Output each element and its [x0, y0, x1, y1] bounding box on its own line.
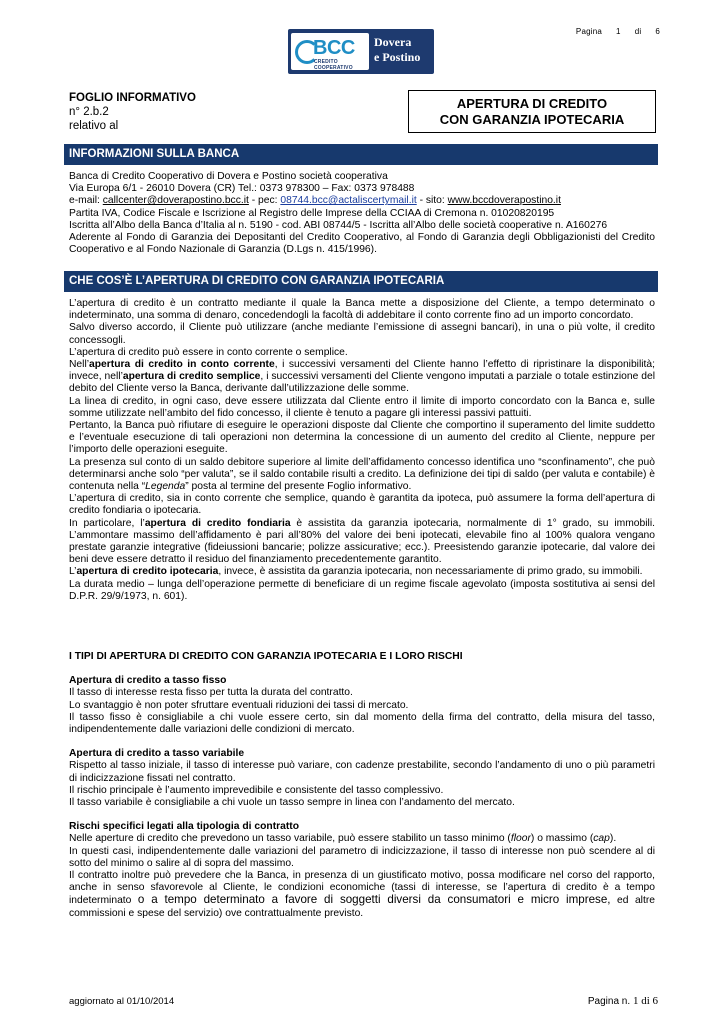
paragraph: L’apertura di credito, sia in conto corrente che semplice, quando è garantita da ipoteca, può assumere la forma dell’apertura di credito fondiaria o ipotecaria.: [69, 493, 655, 517]
footer-page-number: [588, 995, 658, 1007]
text-run: ).: [609, 833, 617, 845]
text-run: , invece, è assistita da garanzia ipotecaria, non necessariamente di primo grado, su immobili.: [218, 566, 643, 578]
specific-risks-title: Rischi specifici legati alla tipologia di contratto: [69, 821, 300, 833]
title-line1: APERTURA DI CREDITO: [456, 96, 608, 111]
footer-of-label: di: [638, 995, 653, 1007]
text-run: ” posta al termine del presente Foglio informativo.: [185, 481, 412, 493]
paragraph: Il tasso di interesse resta fisso per tutta la durata del contratto.: [69, 687, 353, 699]
italic-term: Legenda: [145, 481, 186, 493]
bank-address-line: Via Europa 6/1 - 26010 Dovera (CR) Tel.: 0373 978300 – Fax: 0373 978488: [69, 183, 415, 195]
paragraph: [69, 870, 655, 920]
risks-block: [69, 651, 655, 920]
site-label: - sito:: [416, 195, 448, 207]
text-run: In particolare, l’: [69, 517, 145, 529]
text-run: , i successivi versamenti del Cliente vengono imputati a parziale o totale estinzione del debito del Cliente verso la Banca, derivante dall’utilizzazione delle somme.: [69, 371, 655, 395]
logo-bank-name: [374, 35, 420, 65]
bold-term: apertura di credito fondiaria: [144, 517, 291, 529]
paragraph: La durata medio – lunga dell’operazione permette di beneficiare di un regime fiscale agevolato (imposta sostitutiva ai sensi del D.P.R. 29/9/1973, n. 601).: [69, 578, 655, 602]
paragraph: Rispetto al tasso iniziale, il tasso di interesse può variare, con cadenze prestabilite, secondo l’andamento di uno o più parametri di indicizzazione fissati nel contratto.: [69, 760, 655, 784]
paragraph: Il rischio principale è l’aumento imprevedibile e consistente del tasso complessivo.: [69, 784, 444, 796]
paragraph: [69, 457, 655, 494]
pec-label: - pec:: [248, 195, 281, 207]
email-link[interactable]: callcenter@doverapostino.bcc.it: [102, 195, 249, 207]
paragraph: Pertanto, la Banca può rifiutare di eseguire le operazioni disposte dal Cliente che comportino il superamento del limite suddetto e l’eventuale esecuzione di tali operazioni non determina la concessione di un aumento del credito al Cliente, neppure per l’importo delle operazioni eseguite.: [69, 420, 655, 456]
text-run: La presenza sul conto di un saldo debitore superiore al limite dell’affidamento concesso identifica uno “sconfinamento”, che può determinarsi anche solo “per valuta”, se il saldo contabile risulti a credito. La definizione dei tipi di saldo (per valuta e contabile) è contenuta nella “: [69, 456, 655, 493]
variable-rate-title: Apertura di credito a tasso variabile: [69, 748, 245, 760]
paragraph: In questi casi, indipendentemente dalle variazioni del parametro di indicizzazione, il tasso di interesse non può scendere al di sotto del minimo o salire al di sopra del massimo.: [69, 845, 655, 869]
section-heading-what-is: CHE COS’È L’APERTURA DI CREDITO CON GARANZIA IPOTECARIA: [64, 271, 658, 292]
text-run: è assistita da garanzia ipotecaria, normalmente di 1° grado, su immobili. L’ammontare massimo dell’affidamento è pari all’80% del valore dei beni ipotecati, elevabile fino al 100% qualora vengano prestate garanzie integrative (fideiussioni bancarie; polizze assicurative; ecc.). Preesistendo garanzie ipotecarie, dal valore dei beni deve essere detratto il residuo del finanziamento precedentemente garantito.: [69, 517, 655, 566]
foglio-number: n° 2.b.2: [69, 106, 109, 118]
paragraph: Salvo diverso accordo, il Cliente può utilizzare (anche mediante l’emissione di assegni bancari), in una o più volte, il credito concessogli.: [69, 322, 655, 346]
text-run: Nell’: [69, 359, 90, 371]
text-run: , i successivi versamenti del Cliente hanno l’effetto di ripristinare la disponibilità; invece, nell’: [69, 359, 655, 383]
email-label: e-mail:: [69, 195, 103, 207]
text-run: L’: [69, 566, 77, 578]
bold-term: apertura di credito ipotecaria: [76, 566, 219, 578]
page-number: 1: [616, 27, 621, 36]
italic-term: cap: [593, 833, 610, 845]
paragraph: L’apertura di credito è un contratto mediante il quale la Banca mette a disposizione del Cliente, a tempo determinato o indeterminato, una somma di denaro, concedendogli la facoltà di addebitare il conto corrente fino ad un importo concordato.: [69, 298, 655, 322]
logo-sub-text: CREDITO COOPERATIVO: [314, 59, 353, 71]
paragraph: [69, 566, 655, 578]
paragraph: Lo svantaggio è non poter sfruttare eventuali riduzioni dei tassi di mercato.: [69, 699, 409, 711]
bold-term: apertura di credito semplice: [122, 371, 261, 383]
paragraph: [69, 518, 655, 567]
footer-updated-date: aggiornato al 01/10/2014: [69, 996, 175, 1007]
paragraph: La linea di credito, in ogni caso, deve essere utilizzata dal Cliente entro il limite di importo concordato con la Banca e, sulle somme utilizzate nell’ambito del fido concesso, il cliente è tenuto a pagare gli interessi passivi pattuiti.: [69, 395, 655, 419]
site-link[interactable]: www.bccdoverapostino.it: [447, 195, 561, 207]
footer-page-num: 1: [632, 995, 639, 1007]
bank-name-line: Banca di Credito Cooperativo di Dovera e Postino società cooperativa: [69, 171, 388, 182]
bold-term: apertura di credito in conto corrente: [89, 359, 275, 371]
logo-bcc-text: BCC: [313, 37, 355, 59]
italic-term: floor: [510, 833, 531, 845]
pec-link[interactable]: 08744.bcc@actaliscertymail.it: [280, 195, 417, 207]
page-counter: [562, 27, 660, 36]
paragraph: Il tasso fisso è consigliabile a chi vuole essere certo, sin dal momento della firma del contratto, della misura del tasso, indipendentemente dalle variazioni delle condizioni di mercato.: [69, 711, 655, 736]
text-run: ed altre commissioni e spese del servizio) ove contrattualmente previsto.: [69, 895, 655, 919]
title-line2: CON GARANZIA IPOTECARIA: [439, 112, 625, 127]
text-run: Il contratto inoltre può prevedere che la Banca, in presenza di un giustificato motivo, possa modificare nel corso del rapporto, anche in senso sfavorevole al Cliente, le condizioni economiche (tassi di interesse, se l’apertura di credito è a tempo indeterminato: [69, 870, 655, 907]
text-run: ) o massimo (: [530, 833, 594, 845]
logo-name-line1: Dovera: [374, 35, 412, 49]
bank-info-block: [69, 171, 655, 256]
footer-page-total: 6: [652, 995, 658, 1007]
text-run-large: o a tempo determinato a favore di soggetti diversi da consumatori e micro imprese,: [137, 893, 611, 907]
guarantee-fund-line: Aderente al Fondo di Garanzia dei Depositanti del Credito Cooperativo, al Fondo di Garanzia degli Obbligazionisti del Credito Cooperativo e al Fondo Nazionale di Garanzia (D.Lgs n. 415/1996).: [69, 232, 655, 256]
fixed-rate-title: Apertura di credito a tasso fisso: [69, 675, 227, 687]
paragraph: [69, 833, 655, 845]
section-heading-bank-info: INFORMAZIONI SULLA BANCA: [64, 144, 658, 165]
paragraph: Il tasso variabile è consigliabile a chi vuole un tasso sempre in linea con l’andamento del mercato.: [69, 797, 515, 809]
document-title-box: [408, 90, 656, 133]
bcc-logo-mark: [291, 33, 369, 70]
page-label: Pagina: [575, 27, 603, 36]
foglio-info: [69, 91, 196, 133]
foglio-relativo: relativo al: [69, 120, 119, 132]
what-is-block: [69, 298, 655, 603]
vat-line: Partita IVA, Codice Fiscale e Iscrizione al Registro delle Imprese della CCIAA di Cremona n. 01020820195: [69, 207, 555, 219]
risks-heading: I TIPI DI APERTURA DI CREDITO CON GARANZIA IPOTECARIA E I LORO RISCHI: [69, 651, 463, 662]
foglio-title: FOGLIO INFORMATIVO: [69, 92, 196, 104]
logo-name-line2: e Postino: [374, 50, 421, 64]
bank-contacts-line: [69, 195, 655, 207]
text-run: Nelle aperture di credito che prevedono un tasso variabile, può essere stabilito un tasso minimo (: [69, 833, 511, 845]
footer-page-label: Pagina n.: [587, 996, 633, 1007]
register-line: Iscritta all’Albo della Banca d’Italia al n. 5190 - cod. ABI 08744/5 - Iscritta all’Albo delle società cooperative n. A160276: [69, 219, 608, 231]
paragraph: [69, 359, 655, 396]
bank-logo: [288, 29, 434, 74]
page-total: 6: [655, 27, 660, 36]
paragraph: L’apertura di credito può essere in conto corrente o semplice.: [69, 346, 348, 358]
page-of-label: di: [634, 27, 642, 36]
